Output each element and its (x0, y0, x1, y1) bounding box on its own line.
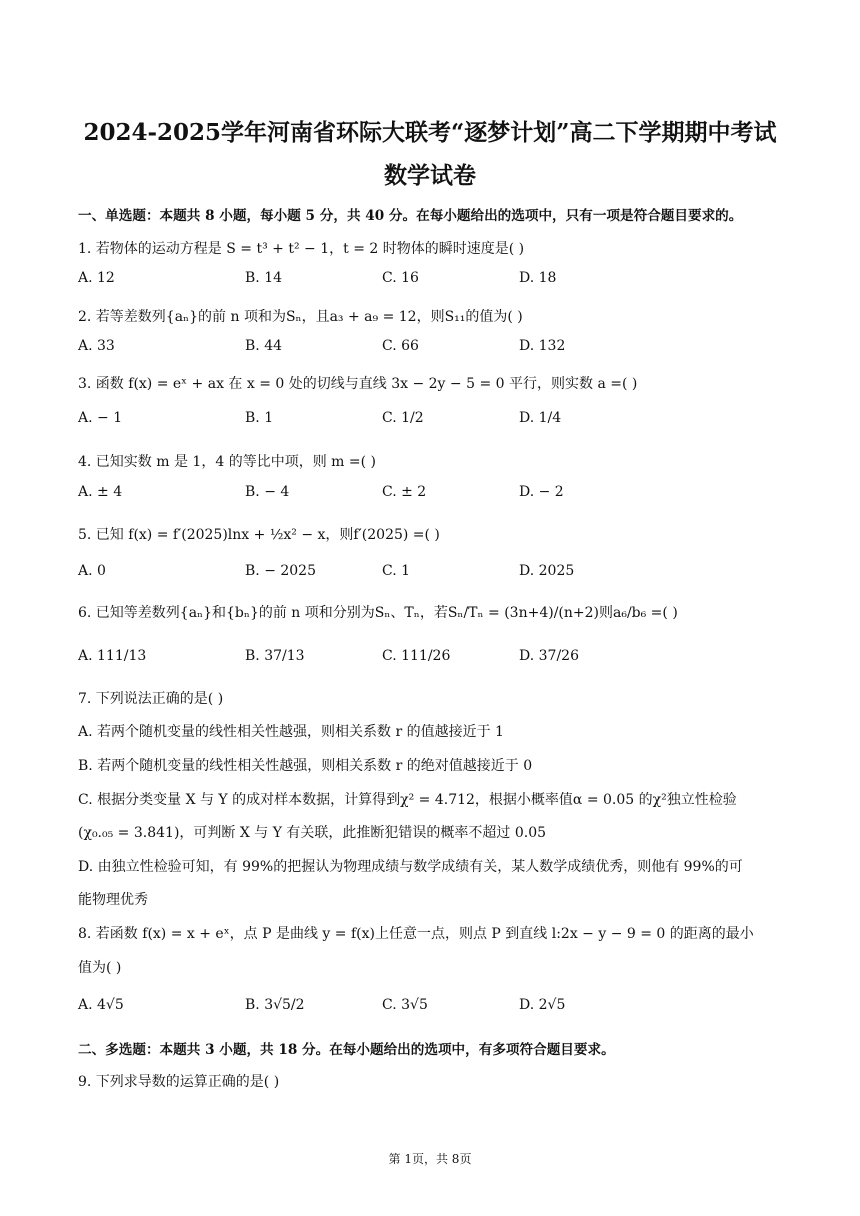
question-7-option-d-line2: 能物理优秀 (78, 892, 148, 908)
question-2-options (78, 338, 778, 362)
option-d: D. 132 (519, 338, 566, 354)
option-b: B. 37/13 (245, 648, 305, 664)
option-d: D. 2025 (519, 563, 575, 579)
question-4: 4. 已知实数 m 是 1，4 的等比中项，则 m =( ) (78, 454, 376, 470)
question-7-option-b: B. 若两个随机变量的线性相关性越强，则相关系数 r 的绝对值越接近于 0 (78, 758, 533, 774)
question-6: 6. 已知等差数列{aₙ}和{bₙ}的前 n 项和分别为Sₙ、Tₙ，若Sₙ/Tₙ = (3n+4)/(n+2)则a₆/b₆ =( ) (78, 605, 678, 621)
question-1: 1. 若物体的运动方程是 S = t³ + t² − 1，t = 2 时物体的瞬时速度是( ) (78, 241, 525, 257)
option-a: A. 111/13 (78, 648, 147, 664)
question-1-options (78, 270, 778, 294)
question-2: 2. 若等差数列{aₙ}的前 n 项和为Sₙ，且a₃ + a₉ = 12，则S₁₁的值为( ) (78, 309, 523, 325)
question-7-option-a: A. 若两个随机变量的线性相关性越强，则相关系数 r 的值越接近于 1 (78, 724, 504, 740)
option-c: C. 66 (382, 338, 419, 354)
question-8-options (78, 997, 778, 1021)
question-7: 7. 下列说法正确的是( ) (78, 691, 224, 707)
option-a: A. ± 4 (78, 484, 123, 500)
section-heading-multiple-choice: 二、多选题：本题共 3 小题，共 18 分。在每小题给出的选项中，有多项符合题目要求。 (78, 1042, 615, 1058)
question-3-options (78, 410, 778, 434)
section-heading-single-choice: 一、单选题：本题共 8 小题，每小题 5 分，共 40 分。在每小题给出的选项中，只有一项是符合题目要求的。 (78, 208, 743, 224)
question-7-option-d-line1: D. 由独立性检验可知，有 99%的把握认为物理成绩与数学成绩有关，某人数学成绩优秀，则他有 99%的可 (78, 859, 743, 875)
option-b: B. 44 (245, 338, 283, 354)
question-8-line1: 8. 若函数 f(x) = x + eˣ，点 P 是曲线 y = f(x)上任意一点，则点 P 到直线 l:2x − y − 9 = 0 的距离的最小 (78, 926, 754, 942)
option-c: C. 1/2 (382, 410, 424, 426)
option-b: B. 1 (245, 410, 274, 426)
option-c: C. ± 2 (382, 484, 427, 500)
option-d: D. − 2 (519, 484, 564, 500)
option-d: D. 18 (519, 270, 557, 286)
option-d: D. 37/26 (519, 648, 579, 664)
option-b: B. − 4 (245, 484, 290, 500)
question-9: 9. 下列求导数的运算正确的是( ) (78, 1074, 280, 1090)
question-7-option-c-line2: (χ₀.₀₅ = 3.841)，可判断 X 与 Y 有关联，此推断犯错误的概率不超过 0.05 (78, 825, 547, 841)
question-6-options (78, 648, 778, 672)
option-b: B. 3√5/2 (245, 997, 305, 1013)
option-c: C. 111/26 (382, 648, 451, 664)
option-a: A. 12 (78, 270, 115, 286)
option-d: D. 1/4 (519, 410, 562, 426)
option-b: B. 14 (245, 270, 283, 286)
question-3: 3. 函数 f(x) = eˣ + ax 在 x = 0 处的切线与直线 3x − 2y − 5 = 0 平行，则实数 a =( ) (78, 376, 638, 392)
question-4-options (78, 484, 778, 508)
option-b: B. − 2025 (245, 563, 316, 579)
option-a: A. 4√5 (78, 997, 124, 1013)
question-7-option-c-line1: C. 根据分类变量 X 与 Y 的成对样本数据，计算得到χ² = 4.712，根据小概率值α = 0.05 的χ²独立性检验 (78, 792, 737, 808)
question-5-options (78, 563, 778, 587)
page-footer: 第 1页，共 8页 (388, 1152, 472, 1166)
option-c: C. 3√5 (382, 997, 428, 1013)
exam-title: 2024-2025学年河南省环际大联考“逐梦计划”高二下学期期中考试 (83, 119, 777, 146)
option-d: D. 2√5 (519, 997, 566, 1013)
question-8-line2: 值为( ) (78, 960, 122, 976)
question-5: 5. 已知 f(x) = f′(2025)lnx + ½x² − x，则f′(2025) =( ) (78, 527, 440, 543)
option-c: C. 16 (382, 270, 419, 286)
option-c: C. 1 (382, 563, 411, 579)
option-a: A. − 1 (78, 410, 123, 426)
exam-subtitle: 数学试卷 (384, 162, 476, 189)
option-a: A. 33 (78, 338, 115, 354)
option-a: A. 0 (78, 563, 106, 579)
